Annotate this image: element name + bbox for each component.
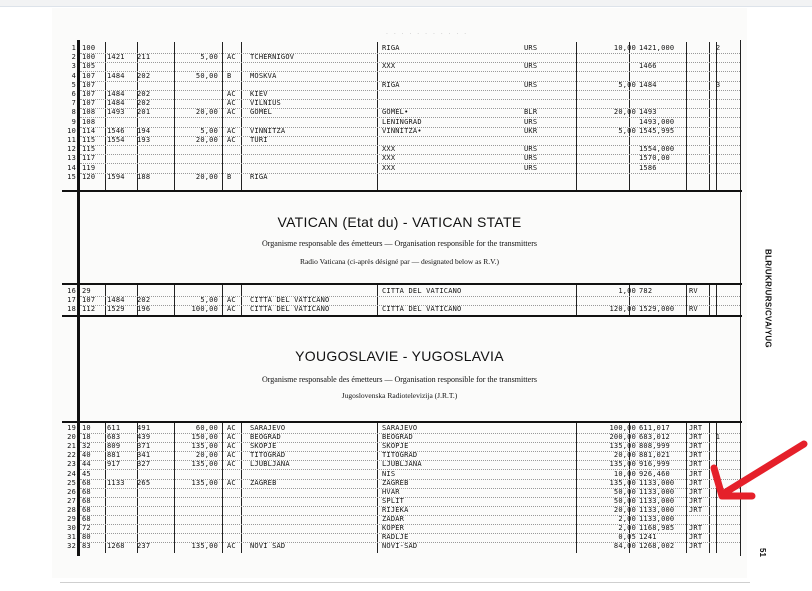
cell-c6: BEOGRAD: [250, 433, 281, 442]
cell-c6: CITTA DEL VATICANO: [250, 305, 330, 313]
cell-n: 5: [71, 80, 76, 89]
cell-c5: AC: [227, 433, 236, 442]
table-row: [62, 424, 742, 433]
cell-c11: JRT: [689, 496, 703, 505]
cell-c2: 1594: [107, 172, 125, 181]
cell-c10: 1268,002: [639, 542, 675, 551]
cell-c5: AC: [227, 136, 236, 144]
vatican-section-title: VATICAN (Etat du) - VATICAN STATE: [277, 214, 522, 230]
cell-c6: CITTA DEL VATICANO: [250, 296, 330, 304]
table-row: [62, 433, 742, 442]
cell-c9: 20,00: [613, 505, 636, 514]
cell-c9: 135,00: [609, 478, 636, 487]
yugoslavia-designated-line: Jugoslovenska Radiotelevizija (J.R.T.): [341, 391, 458, 400]
cell-c5: B: [227, 71, 232, 80]
cell-c2: 1546: [107, 126, 125, 135]
cell-c10: 1421,000: [639, 44, 675, 52]
cell-c1: 68: [82, 487, 91, 496]
cell-c4: 100,00: [191, 305, 218, 313]
cell-c4: 135,00: [191, 442, 218, 451]
page-bottom-edge: [60, 582, 750, 583]
cell-c4: 50,00: [195, 71, 218, 80]
cell-c10: 683,012: [639, 433, 670, 442]
cell-c2: 1484: [107, 71, 125, 80]
cell-c6: LJUBLJANA: [250, 460, 290, 469]
cell-c7: NIS: [382, 469, 396, 478]
cell-c1: 29: [82, 287, 91, 295]
cell-c11: JRT: [689, 469, 703, 478]
cell-n: 9: [71, 117, 76, 126]
cell-n: 8: [71, 108, 76, 117]
vatican-org-line: Organisme responsable des émetteurs — Organisation responsible for the transmitters: [262, 239, 537, 248]
cell-c5: AC: [227, 99, 236, 108]
cell-c3: 371: [137, 442, 151, 451]
cell-c11: JRT: [689, 433, 703, 442]
cell-c3: 193: [137, 136, 151, 144]
cell-c1: 107: [82, 80, 96, 89]
table-row: [62, 154, 742, 163]
cell-c5: AC: [227, 126, 236, 135]
cell-c4: 135,00: [191, 460, 218, 469]
cell-c10: 1466: [639, 62, 657, 71]
cell-c11: JRT: [689, 451, 703, 460]
cell-c1: 68: [82, 496, 91, 505]
cell-c7: HVAR: [382, 487, 400, 496]
cell-c10: 1133,000: [639, 505, 675, 514]
cell-c11: JRT: [689, 505, 703, 514]
cell-c7: XXX: [382, 62, 396, 71]
cell-c1: 107: [82, 99, 96, 108]
cell-c5: AC: [227, 451, 236, 460]
cell-c8: URS: [524, 80, 538, 89]
cell-c11: JRT: [689, 487, 703, 496]
cell-c7: LENINGRAD: [382, 117, 422, 126]
cell-c11: JRT: [689, 524, 703, 533]
cell-c3: 439: [137, 433, 151, 442]
cell-n: 3: [71, 62, 76, 71]
cell-c7: RADLJE: [382, 533, 409, 542]
cell-c7: XXX: [382, 145, 396, 154]
cell-c9: 100,00: [609, 424, 636, 432]
cell-c9: 1,00: [618, 287, 636, 295]
block-rule: [62, 421, 742, 423]
cell-c2: 1484: [107, 99, 125, 108]
table-row: [62, 296, 742, 305]
cell-n: 15: [67, 172, 76, 181]
table-row: [62, 488, 742, 497]
cell-c11: JRT: [689, 442, 703, 451]
cell-c4: 5,00: [200, 296, 218, 304]
cell-c10: 1484: [639, 80, 657, 89]
yugoslavia-org-line: Organisme responsable des émetteurs — Organisation responsible for the transmitters: [262, 375, 537, 384]
cell-c3: 201: [137, 108, 151, 117]
cell-c2: 1268: [107, 542, 125, 551]
cell-c5: AC: [227, 305, 236, 313]
cell-c12: 2: [716, 45, 721, 52]
cell-c4: 150,00: [191, 433, 218, 442]
cell-n: 11: [67, 136, 76, 144]
cell-c7: SKOPJE: [382, 442, 409, 451]
cell-c5: AC: [227, 90, 236, 98]
cell-c2: 1133: [107, 478, 125, 487]
scan-top-edge: [0, 0, 812, 7]
cell-c8: URS: [524, 44, 538, 52]
cell-c7: SARAJEVO: [382, 424, 418, 432]
cell-c6: NOVI SAD: [250, 542, 286, 551]
cell-c9: 2,00: [618, 524, 636, 533]
cell-c10: 1133,000: [639, 478, 675, 487]
show-through-text: . . . . . . . . . . .: [385, 28, 468, 36]
cell-c1: 115: [82, 136, 96, 144]
cell-c2: 1484: [107, 296, 125, 304]
cell-c9: 2,00: [618, 515, 636, 523]
red-arrow-annotation: [700, 438, 812, 510]
cell-c3: 196: [137, 305, 151, 313]
cell-n: 26: [67, 487, 76, 496]
block-rule: [62, 315, 742, 317]
cell-c10: 611,017: [639, 424, 670, 432]
cell-c3: 202: [137, 296, 151, 304]
cell-n: 6: [71, 90, 76, 98]
cell-c2: 1421: [107, 53, 125, 62]
table-row: [62, 460, 742, 469]
table-row: [62, 533, 742, 542]
cell-c1: 108: [82, 117, 96, 126]
cell-c6: SARAJEVO: [250, 424, 286, 432]
cell-c11: JRT: [689, 542, 703, 551]
cell-c7: CITTA DEL VATICANO: [382, 305, 462, 313]
cell-c1: 83: [82, 542, 91, 551]
cell-c11: RV: [689, 287, 698, 295]
cell-c1: 117: [82, 154, 96, 163]
cell-c7: KOPER: [382, 524, 405, 533]
cell-n: 23: [67, 460, 76, 469]
cell-c4: 20,00: [195, 108, 218, 117]
cell-c10: 881,021: [639, 451, 670, 460]
cell-c3: 491: [137, 424, 151, 432]
cell-c10: 1586: [639, 163, 657, 172]
cell-n: 27: [67, 496, 76, 505]
cell-n: 25: [67, 478, 76, 487]
cell-c9: 5,00: [618, 80, 636, 89]
cell-c10: 1554,000: [639, 145, 675, 154]
cell-c11: RV: [689, 305, 698, 313]
cell-c8: URS: [524, 154, 538, 163]
cell-c1: 45: [82, 469, 91, 478]
cell-c2: 1493: [107, 108, 125, 117]
cell-c7: ZADAR: [382, 515, 405, 523]
cell-n: 18: [67, 305, 76, 313]
cell-c8: BLR: [524, 108, 538, 117]
cell-c10: 1545,995: [639, 126, 675, 135]
cell-c7: RIJEKA: [382, 505, 409, 514]
cell-c5: AC: [227, 460, 236, 469]
cell-c6: ZAGREB: [250, 478, 277, 487]
cell-n: 20: [67, 433, 76, 442]
cell-c4: 20,00: [195, 172, 218, 181]
cell-c9: 0,05: [618, 533, 636, 542]
cell-c1: 114: [82, 126, 96, 135]
cell-c12: 3: [716, 81, 721, 89]
cell-c6: SKOPJE: [250, 442, 277, 451]
cell-c4: 5,00: [200, 53, 218, 62]
table-row: [62, 145, 742, 154]
cell-n: 12: [67, 145, 76, 154]
arrow-shaft: [726, 444, 804, 492]
table-row: [62, 108, 742, 117]
table-row: [62, 305, 742, 314]
cell-c5: AC: [227, 478, 236, 487]
cell-c1: 10: [82, 424, 91, 432]
cell-n: 32: [67, 542, 76, 551]
table-row: [62, 164, 742, 173]
table-row: [62, 451, 742, 460]
table-row: [62, 62, 742, 71]
cell-c3: 202: [137, 90, 151, 98]
page-number: 51: [757, 548, 767, 557]
cell-c5: AC: [227, 296, 236, 304]
cell-c7: VINNITZA•: [382, 126, 422, 135]
table-row: [62, 479, 742, 488]
cell-n: 4: [71, 71, 76, 80]
vatican-designated-line: Radio Vaticana (ci-après désigné par — designated below as R.V.): [299, 257, 500, 266]
cell-c6: VILNIUS: [250, 99, 281, 108]
cell-c3: 202: [137, 99, 151, 108]
cell-n: 16: [67, 287, 76, 295]
cell-c1: 100: [82, 53, 96, 62]
table-row: [62, 72, 742, 81]
table-row: [62, 53, 742, 62]
cell-c2: 917: [107, 460, 121, 469]
cell-c6: GOMEL: [250, 108, 273, 117]
cell-c6: KIEV: [250, 90, 268, 98]
cell-c9: 135,00: [609, 460, 636, 469]
cell-c3: 237: [137, 542, 151, 551]
cell-c3: 188: [137, 172, 151, 181]
cell-c1: 32: [82, 442, 91, 451]
cell-c5: B: [227, 172, 232, 181]
cell-c9: 10,00: [613, 469, 636, 478]
cell-c6: MOSKVA: [250, 71, 277, 80]
cell-n: 14: [67, 163, 76, 172]
cell-n: 29: [67, 515, 76, 523]
cell-c1: 40: [82, 451, 91, 460]
cell-c8: URS: [524, 117, 538, 126]
cell-c4: 135,00: [191, 542, 218, 551]
cell-c9: 120,00: [609, 305, 636, 313]
cell-c1: 115: [82, 145, 96, 154]
cell-c11: JRT: [689, 424, 703, 432]
cell-c10: 1529,000: [639, 305, 675, 313]
cell-c9: 5,00: [618, 126, 636, 135]
table-row: [62, 470, 742, 479]
cell-c3: 202: [137, 71, 151, 80]
cell-c7: XXX: [382, 163, 396, 172]
cell-c4: 20,00: [195, 451, 218, 460]
cell-c11: JRT: [689, 460, 703, 469]
cell-c8: URS: [524, 145, 538, 154]
cell-c7: GOMEL•: [382, 108, 409, 117]
cell-c10: 1493: [639, 108, 657, 117]
cell-c9: 200,00: [609, 433, 636, 442]
cell-c10: 1493,000: [639, 117, 675, 126]
cell-c2: 683: [107, 433, 121, 442]
cell-c10: 1570,00: [639, 154, 670, 163]
table-row: [62, 99, 742, 108]
table-row: [62, 173, 742, 182]
cell-c8: URS: [524, 163, 538, 172]
cell-c7: LJUBLJANA: [382, 460, 422, 469]
cell-c10: 916,999: [639, 460, 670, 469]
cell-c7: ZAGREB: [382, 478, 409, 487]
table-row: [62, 118, 742, 127]
block-rule: [62, 283, 742, 285]
table-row: [62, 90, 742, 99]
cell-c1: 107: [82, 71, 96, 80]
cell-c1: 107: [82, 296, 96, 304]
cell-c10: 926,460: [639, 469, 670, 478]
cell-c10: 782: [639, 287, 653, 295]
cell-n: 22: [67, 451, 76, 460]
table-row: [62, 515, 742, 524]
cell-c3: 327: [137, 460, 151, 469]
cell-c1: 68: [82, 505, 91, 514]
cell-c2: 881: [107, 451, 121, 460]
cell-n: 2: [71, 53, 76, 62]
cell-c9: 20,00: [613, 108, 636, 117]
cell-c7: NOVI-SAD: [382, 542, 418, 551]
cell-c7: BEOGRAD: [382, 433, 413, 442]
cell-c3: 341: [137, 451, 151, 460]
cell-c10: 1133,000: [639, 496, 675, 505]
cell-c5: AC: [227, 424, 236, 432]
cell-c7: RIGA: [382, 44, 400, 52]
cell-c6: TURI: [250, 136, 268, 144]
cell-n: 28: [67, 505, 76, 514]
cell-c1: 68: [82, 515, 91, 523]
block-rule: [62, 190, 742, 192]
table-row: [62, 136, 742, 145]
cell-c1: 120: [82, 172, 96, 181]
cell-c4: 135,00: [191, 478, 218, 487]
cell-c1: 72: [82, 524, 91, 533]
cell-c1: 107: [82, 90, 96, 98]
cell-c5: AC: [227, 542, 236, 551]
cell-c12: 1: [716, 434, 721, 442]
cell-c11: JRT: [689, 478, 703, 487]
cell-c4: 20,00: [195, 136, 218, 144]
cell-c9: 135,00: [609, 442, 636, 451]
cell-c9: 84,00: [613, 542, 636, 551]
cell-c6: TITOGRAD: [250, 451, 286, 460]
cell-c2: 809: [107, 442, 121, 451]
cell-c1: 112: [82, 305, 96, 313]
cell-c10: 1133,000: [639, 515, 675, 523]
cell-c2: 1554: [107, 136, 125, 144]
cell-c6: VINNITZA: [250, 126, 286, 135]
cell-c10: 808,999: [639, 442, 670, 451]
cell-c1: 119: [82, 163, 96, 172]
side-country-codes: BLR/UKR/URS/CVA/YUG: [763, 249, 773, 348]
cell-c8: URS: [524, 62, 538, 71]
cell-c6: RIGA: [250, 172, 268, 181]
cell-c2: 1529: [107, 305, 125, 313]
table-row: [62, 506, 742, 515]
cell-c7: TITOGRAD: [382, 451, 418, 460]
cell-c9: 50,00: [613, 487, 636, 496]
cell-c1: 80: [82, 533, 91, 542]
table-row: [62, 542, 742, 551]
cell-c10: 1133,000: [639, 487, 675, 496]
cell-c2: 611: [107, 424, 121, 432]
cell-c7: RIGA: [382, 80, 400, 89]
cell-n: 19: [67, 424, 76, 432]
cell-c9: 50,00: [613, 496, 636, 505]
cell-c9: 20,00: [613, 451, 636, 460]
cell-c1: 105: [82, 62, 96, 71]
cell-c5: AC: [227, 53, 236, 62]
cell-n: 17: [67, 296, 76, 304]
cell-c1: 108: [82, 108, 96, 117]
cell-c11: JRT: [689, 533, 703, 542]
cell-c3: 211: [137, 53, 151, 62]
cell-c2: 1484: [107, 90, 125, 98]
cell-n: 1: [71, 44, 76, 52]
cell-c10: 1241: [639, 533, 657, 542]
cell-c5: AC: [227, 442, 236, 451]
cell-c10: 1168,985: [639, 524, 675, 533]
cell-n: 31: [67, 533, 76, 542]
table-row: [62, 81, 742, 90]
cell-c1: 18: [82, 433, 91, 442]
cell-n: 30: [67, 524, 76, 533]
cell-c1: 44: [82, 460, 91, 469]
table-row: [62, 497, 742, 506]
cell-c5: AC: [227, 108, 236, 117]
table-row: [62, 127, 742, 136]
table-row: [62, 524, 742, 533]
cell-c3: 265: [137, 478, 151, 487]
cell-n: 21: [67, 442, 76, 451]
cell-c4: 60,00: [195, 424, 218, 432]
cell-c7: CITTA DEL VATICANO: [382, 287, 462, 295]
cell-c8: UKR: [524, 126, 538, 135]
cell-c6: TCHERNIGOV: [250, 53, 295, 62]
yugoslavia-section-title: YOUGOSLAVIE - YUGOSLAVIA: [295, 348, 504, 364]
cell-c4: 5,00: [200, 126, 218, 135]
table-row: [62, 287, 742, 296]
cell-c9: 10,00: [613, 44, 636, 52]
table-row: [62, 44, 742, 53]
cell-n: 24: [67, 469, 76, 478]
cell-c7: SPLIT: [382, 496, 405, 505]
cell-n: 13: [67, 154, 76, 163]
cell-n: 10: [67, 126, 76, 135]
cell-c7: XXX: [382, 154, 396, 163]
cell-c1: 68: [82, 478, 91, 487]
table-row: [62, 442, 742, 451]
cell-c1: 100: [82, 44, 96, 52]
cell-c3: 194: [137, 126, 151, 135]
cell-n: 7: [71, 99, 76, 108]
